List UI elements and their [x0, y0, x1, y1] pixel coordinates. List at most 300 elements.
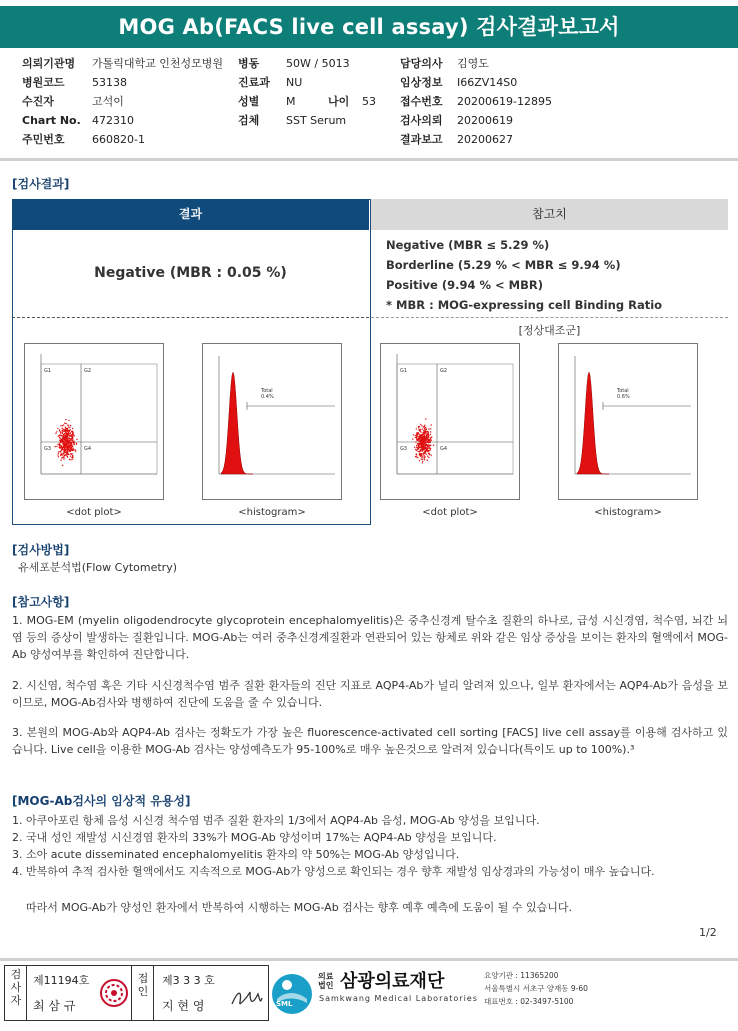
- event-dot: [68, 425, 69, 426]
- control-dot-caption: <dot plot>: [422, 507, 478, 518]
- contact-line-2: 서울특별시 서초구 양재동 9-60: [484, 984, 588, 993]
- event-dot: [426, 437, 427, 438]
- event-dot: [72, 432, 73, 433]
- event-dot: [71, 436, 72, 437]
- event-dot: [76, 439, 77, 440]
- event-dot: [60, 441, 61, 442]
- event-dot: [63, 436, 64, 437]
- event-dot: [412, 438, 413, 439]
- event-dot: [58, 452, 59, 453]
- event-dot: [424, 443, 425, 444]
- event-dot: [426, 450, 427, 451]
- report-date-value: 20200627: [457, 133, 513, 146]
- event-dot: [67, 436, 68, 437]
- event-dot: [418, 427, 419, 428]
- event-dot: [68, 454, 69, 455]
- ward-label: 병동: [238, 57, 260, 70]
- histogram-total-label: 0.6%: [617, 394, 630, 400]
- event-dot: [418, 436, 419, 437]
- event-dot: [421, 447, 422, 448]
- event-dot: [57, 444, 58, 445]
- info-col-2: [238, 54, 376, 130]
- event-dot: [424, 441, 425, 442]
- tester-label: 검 사 자: [10, 968, 22, 1007]
- result-value: Negative (MBR : 0.05 %): [94, 265, 287, 281]
- histogram-peak: [221, 372, 253, 474]
- event-dot: [72, 458, 73, 459]
- event-dot: [59, 440, 60, 441]
- event-dot: [65, 431, 66, 432]
- event-dot: [59, 430, 60, 431]
- notes-title: [참고사항]: [12, 595, 70, 609]
- event-dot: [416, 433, 417, 434]
- age-value: 53: [362, 95, 376, 108]
- event-dot: [427, 456, 428, 457]
- event-dot: [62, 439, 63, 440]
- event-dot: [425, 444, 426, 445]
- event-dot: [420, 424, 421, 425]
- histogram-svg: [203, 344, 343, 501]
- event-dot: [57, 428, 58, 429]
- signature-icon: [228, 986, 264, 1012]
- event-dot: [418, 446, 419, 447]
- event-dot: [61, 447, 62, 448]
- event-dot: [66, 423, 67, 424]
- event-dot: [422, 429, 423, 430]
- histogram-svg: [559, 344, 699, 501]
- event-dot: [76, 443, 77, 444]
- event-dot: [55, 433, 56, 434]
- event-dot: [65, 449, 66, 450]
- reference-list: [386, 235, 662, 315]
- receipt-no-label: 접수번호: [400, 95, 443, 108]
- report-title: MOG Ab(FACS live cell assay) 검사결과보고서: [0, 6, 738, 48]
- event-dot: [61, 445, 62, 446]
- event-dot: [431, 440, 432, 441]
- event-dot: [427, 445, 428, 446]
- gate-box: [41, 364, 157, 474]
- event-dot: [69, 433, 70, 434]
- utility-item-4: 4. 반복하여 추적 검사한 혈액에서도 지속적으로 MOG-Ab가 양성으로 확인되는 경우 향후 재발성 임상경과의 가능성이 매우 높습니다.: [12, 865, 655, 878]
- event-dot: [428, 444, 429, 445]
- event-dot: [67, 430, 68, 431]
- event-dot: [67, 429, 68, 430]
- event-dot: [66, 447, 67, 448]
- event-dot: [430, 441, 431, 442]
- event-dot: [72, 446, 73, 447]
- event-dot: [70, 456, 71, 457]
- event-dot: [62, 454, 63, 455]
- event-dot: [413, 434, 414, 435]
- event-dot: [71, 450, 72, 451]
- event-dot: [419, 437, 420, 438]
- event-dot: [69, 459, 70, 460]
- event-dot: [422, 459, 423, 460]
- event-dot: [423, 434, 424, 435]
- histogram-total-label: 0.4%: [261, 394, 274, 400]
- event-dot: [67, 438, 68, 439]
- method-text: 유세포분석법(Flow Cytometry): [18, 561, 178, 574]
- dept-label: 진료과: [238, 76, 270, 89]
- event-dot: [430, 431, 431, 432]
- histogram-peak: [577, 372, 609, 474]
- event-dot: [425, 418, 426, 419]
- event-dot: [416, 436, 417, 437]
- result-section-title: [검사결과]: [12, 177, 70, 191]
- event-dot: [423, 443, 424, 444]
- event-dot: [66, 431, 67, 432]
- quadrant-label-2: G2: [440, 368, 448, 374]
- event-dot: [415, 437, 416, 438]
- divider: [0, 158, 738, 161]
- event-dot: [60, 459, 61, 460]
- event-dot: [418, 430, 419, 431]
- patient-value: 고석이: [92, 95, 124, 108]
- event-dot: [68, 447, 69, 448]
- dot-plot-svg: [381, 344, 521, 501]
- reference-borderline: Borderline (5.29 % < MBR ≤ 9.94 %): [386, 258, 621, 272]
- event-dot: [418, 451, 419, 452]
- age-label: 나이: [328, 95, 350, 108]
- patient-dot-caption: <dot plot>: [66, 507, 122, 518]
- approver-label: 접 인: [137, 972, 149, 998]
- org-name: 삼광의료재단: [340, 971, 445, 992]
- event-dot: [428, 439, 429, 440]
- note-1: 1. MOG-EM (myelin oligodendrocyte glycoprotein encephalomyelitis)은 중추신경계 탈수초 질환의 하나로, 급성 시신경염, 척수염, 뇌간 뇌염 등의 증상이 발생하는 질환입니다. MOG-Ab는 여러 중추신경계질환과 연관되어 있는 항체로 위와 같은 임상 증상을 보이는 환자의 혈액에서 MOG-Ab 양성여부를 확인하여 진단합니다.: [12, 614, 728, 661]
- event-dot: [71, 447, 72, 448]
- contact-line-3: 대표번호 : 02-3497-5100: [484, 997, 574, 1006]
- event-dot: [420, 453, 421, 454]
- event-dot: [419, 436, 420, 437]
- method-title: [검사방법]: [12, 543, 70, 557]
- event-dot: [424, 433, 425, 434]
- gate-box: [397, 364, 513, 474]
- quadrant-label-3: G3: [44, 446, 52, 452]
- event-dot: [422, 437, 423, 438]
- event-dot: [56, 431, 57, 432]
- patient-hist-caption: <histogram>: [238, 507, 306, 518]
- event-dot: [419, 426, 420, 427]
- reference-header: 참고치: [371, 199, 728, 230]
- event-dot: [65, 438, 66, 439]
- event-dot: [416, 428, 417, 429]
- report-date-label: 결과보고: [400, 133, 443, 146]
- request-date-label: 검사의뢰: [400, 114, 443, 127]
- event-dot: [63, 429, 64, 430]
- event-dot: [424, 448, 425, 449]
- event-dot: [68, 420, 69, 421]
- event-dot: [65, 450, 66, 451]
- event-dot: [424, 437, 425, 438]
- event-dot: [426, 454, 427, 455]
- hospital-code-label: 병원코드: [22, 76, 65, 89]
- result-header: 결과: [12, 199, 369, 230]
- event-dot: [419, 445, 420, 446]
- event-dot: [61, 457, 62, 458]
- event-dot: [63, 424, 64, 425]
- receipt-no-value: 20200619-12895: [457, 95, 552, 108]
- event-dot: [422, 442, 423, 443]
- event-dot: [424, 425, 425, 426]
- patient-dot-plot: [24, 343, 164, 500]
- event-dot: [67, 441, 68, 442]
- contact-line-1: 요양기관 : 11365200: [484, 971, 559, 980]
- event-dot: [70, 459, 71, 460]
- event-dot: [61, 450, 62, 451]
- event-dot: [425, 431, 426, 432]
- utility-item-3: 3. 소아 acute disseminated encephalomyelitis 환자의 약 50%는 MOG-Ab 양성입니다.: [12, 848, 460, 861]
- event-dot: [415, 441, 416, 442]
- event-dot: [62, 425, 63, 426]
- normal-control-label: [정상대조군]: [518, 324, 581, 337]
- event-dot: [423, 432, 424, 433]
- event-dot: [65, 445, 66, 446]
- event-dot: [63, 435, 64, 436]
- event-dot: [430, 449, 431, 450]
- event-dot: [427, 451, 428, 452]
- doctor-value: 김영도: [457, 57, 489, 70]
- event-dot: [66, 455, 67, 456]
- event-dot: [425, 429, 426, 430]
- event-dot: [423, 426, 424, 427]
- event-dot: [430, 434, 431, 435]
- event-dot: [423, 446, 424, 447]
- event-dot: [420, 447, 421, 448]
- event-dot: [414, 447, 415, 448]
- quadrant-label-2: G2: [84, 368, 92, 374]
- event-dot: [431, 424, 432, 425]
- event-dot: [421, 425, 422, 426]
- event-dot: [67, 451, 68, 452]
- event-dot: [424, 456, 425, 457]
- event-dot: [71, 439, 72, 440]
- event-dot: [425, 447, 426, 448]
- event-dot: [62, 443, 63, 444]
- clinical-value: I66ZV14S0: [457, 76, 518, 89]
- note-2: 2. 시신염, 척수염 혹은 기타 시신경척수염 범주 질환 환자들의 진단 지표로 AQP4-Ab가 널리 알려져 있으나, 일부 환자에서는 AQP4-Ab가 음성을 보이므로, MOG-Ab검사와 병행하여 진단에 도움을 줄 수 있습니다.: [12, 679, 728, 709]
- event-dot: [428, 428, 429, 429]
- resident-no-label: 주민번호: [22, 133, 65, 146]
- event-dot: [420, 449, 421, 450]
- event-dot: [422, 450, 423, 451]
- quadrant-label-4: G4: [440, 446, 448, 452]
- event-dot: [430, 438, 431, 439]
- event-dot: [65, 427, 66, 428]
- event-dot: [423, 430, 424, 431]
- quadrant-label-1: G1: [400, 368, 408, 374]
- event-dot: [419, 460, 420, 461]
- event-dot: [426, 434, 427, 435]
- quadrant-label-1: G1: [44, 368, 52, 374]
- event-dot: [60, 432, 61, 433]
- event-dot: [424, 459, 425, 460]
- event-dot: [63, 456, 64, 457]
- event-dot: [69, 442, 70, 443]
- event-dot: [71, 431, 72, 432]
- tester-stamp: [4, 965, 132, 1021]
- reference-negative: Negative (MBR ≤ 5.29 %): [386, 238, 550, 252]
- event-dot: [59, 447, 60, 448]
- resident-no-value: 660820-1: [92, 133, 145, 146]
- event-dot: [65, 440, 66, 441]
- event-dot: [59, 443, 60, 444]
- event-dot: [59, 437, 60, 438]
- event-dot: [72, 455, 73, 456]
- event-dot: [69, 450, 70, 451]
- result-panel: [12, 199, 728, 525]
- event-dot: [64, 423, 65, 424]
- event-dot: [420, 431, 421, 432]
- event-dot: [425, 442, 426, 443]
- event-dot: [420, 456, 421, 457]
- event-dot: [416, 447, 417, 448]
- event-dot: [71, 445, 72, 446]
- org-prefix: 의료 법인: [318, 972, 334, 990]
- event-dot: [416, 445, 417, 446]
- event-dot: [423, 452, 424, 453]
- event-dot: [415, 456, 416, 457]
- event-dot: [66, 452, 67, 453]
- event-dot: [62, 465, 63, 466]
- utility-item-2: 2. 국내 성인 재발성 시신경염 환자의 33%가 MOG-Ab 양성이며 17%는 AQP4-Ab 양성을 보입니다.: [12, 831, 497, 844]
- page-number: 1/2: [699, 926, 717, 939]
- event-dot: [62, 448, 63, 449]
- control-histogram: [558, 343, 698, 500]
- event-dot: [61, 435, 62, 436]
- event-dot: [422, 462, 423, 463]
- event-dot: [421, 457, 422, 458]
- event-dot: [62, 433, 63, 434]
- event-dot: [422, 461, 423, 462]
- event-dot: [66, 442, 67, 443]
- approver-name: 지 현 영: [162, 999, 205, 1013]
- event-dot: [72, 442, 73, 443]
- event-dot: [68, 441, 69, 442]
- event-dot: [71, 442, 72, 443]
- sex-value: M: [286, 95, 296, 108]
- event-dot: [58, 436, 59, 437]
- event-dot: [74, 435, 75, 436]
- event-dot: [427, 435, 428, 436]
- event-dot: [67, 434, 68, 435]
- event-dot: [419, 451, 420, 452]
- event-dot: [58, 456, 59, 457]
- histogram-total-label: Total: [617, 388, 629, 394]
- event-dot: [63, 431, 64, 432]
- event-dot: [421, 459, 422, 460]
- quadrant-label-3: G3: [400, 446, 408, 452]
- event-dot: [68, 430, 69, 431]
- institution-label: 의뢰기관명: [22, 57, 76, 70]
- event-dot: [64, 441, 65, 442]
- event-dot: [74, 444, 75, 445]
- event-dot: [416, 438, 417, 439]
- dot-plot-svg: [25, 344, 165, 501]
- event-dot: [423, 455, 424, 456]
- event-dot: [421, 439, 422, 440]
- control-dot-plot: [380, 343, 520, 500]
- utility-conclusion: 따라서 MOG-Ab가 양성인 환자에서 반복하여 시행하는 MOG-Ab 검사는 향후 예후 예측에 도움이 될 수 있습니다.: [26, 901, 573, 914]
- chart-no-label: Chart No.: [22, 114, 81, 127]
- sml-logo-text: SML: [276, 1000, 293, 1008]
- event-dot: [63, 449, 64, 450]
- event-dot: [68, 432, 69, 433]
- event-dot: [65, 419, 66, 420]
- event-dot: [63, 458, 64, 459]
- event-dot: [73, 441, 74, 442]
- footer-divider: [0, 958, 738, 961]
- event-dot: [56, 446, 57, 447]
- institution-value: 가톨릭대학교 인천성모병원: [92, 57, 224, 70]
- event-dot: [72, 436, 73, 437]
- event-dot: [64, 433, 65, 434]
- event-dot: [68, 445, 69, 446]
- event-dot: [70, 439, 71, 440]
- event-dot: [60, 434, 61, 435]
- event-dot: [425, 440, 426, 441]
- event-dot: [71, 434, 72, 435]
- event-dot: [70, 453, 71, 454]
- event-dot: [427, 450, 428, 451]
- event-dot: [64, 439, 65, 440]
- org-english: Samkwang Medical Laboratories: [319, 994, 478, 1003]
- event-dot: [69, 435, 70, 436]
- event-dot: [70, 425, 71, 426]
- event-dot: [72, 439, 73, 440]
- event-dot: [69, 427, 70, 428]
- event-dot: [424, 428, 425, 429]
- info-col-1: [22, 54, 223, 149]
- event-dot: [417, 443, 418, 444]
- event-dot: [57, 454, 58, 455]
- utility-item-1: 1. 아쿠아포린 항체 음성 시신경 척수염 범주 질환 환자의 1/3에서 AQP4-Ab 음성, MOG-Ab 양성을 보입니다.: [12, 814, 540, 827]
- event-dot: [428, 447, 429, 448]
- hospital-code-value: 53138: [92, 76, 127, 89]
- sex-label: 성별: [238, 95, 260, 108]
- tester-name: 최 삼 규: [33, 999, 76, 1013]
- reference-positive: Positive (9.94 % < MBR): [386, 278, 543, 292]
- approver-stamp: [131, 965, 269, 1021]
- event-dot: [426, 441, 427, 442]
- event-dot: [60, 454, 61, 455]
- event-dot: [426, 447, 427, 448]
- event-dot: [433, 445, 434, 446]
- event-dot: [420, 443, 421, 444]
- chart-no-value: 472310: [92, 114, 134, 127]
- event-dot: [75, 451, 76, 452]
- dept-value: NU: [286, 76, 303, 89]
- reference-mbr-note: * MBR : MOG-expressing cell Binding Ratio: [386, 298, 663, 312]
- event-dot: [416, 454, 417, 455]
- event-dot: [64, 430, 65, 431]
- event-dot: [72, 440, 73, 441]
- event-dot: [68, 426, 69, 427]
- org-contact: [484, 969, 588, 1008]
- dashed-divider-left: [12, 317, 369, 318]
- event-dot: [67, 454, 68, 455]
- event-dot: [429, 454, 430, 455]
- event-dot: [63, 453, 64, 454]
- event-dot: [426, 436, 427, 437]
- request-date-value: 20200619: [457, 114, 513, 127]
- event-dot: [418, 432, 419, 433]
- specimen-value: SST Serum: [286, 114, 347, 127]
- histogram-total-label: Total: [261, 388, 273, 394]
- event-dot: [55, 446, 56, 447]
- event-dot: [430, 428, 431, 429]
- event-dot: [427, 460, 428, 461]
- event-dot: [422, 435, 423, 436]
